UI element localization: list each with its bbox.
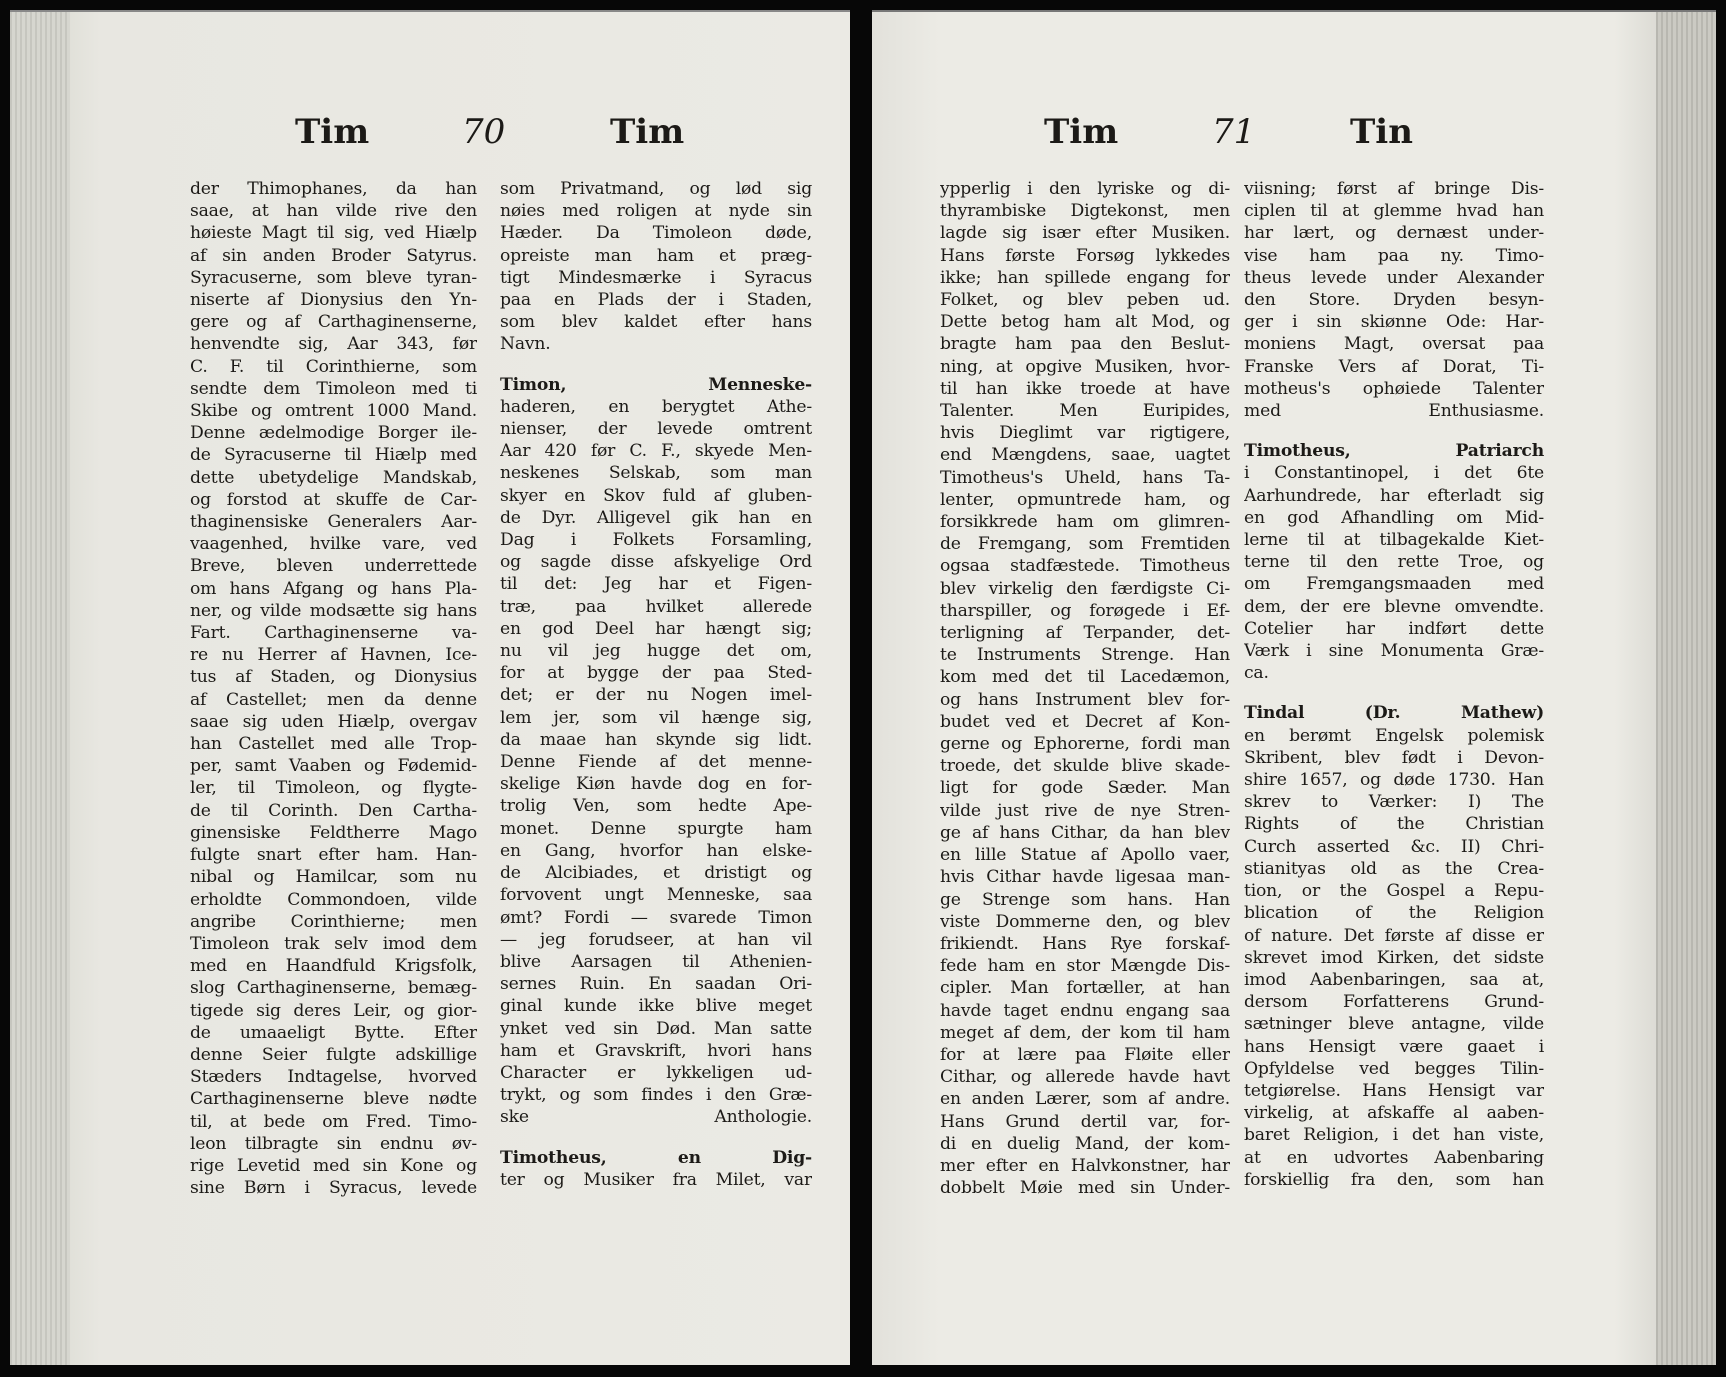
text-line: træ, paa hvilket allerede	[500, 596, 812, 617]
page-edge	[1656, 12, 1716, 1365]
page-number: 70	[462, 112, 506, 152]
text-line: slog Carthaginenserne, bemæg-	[190, 978, 477, 999]
text-line: blive Aarsagen til Athenien-	[500, 951, 812, 972]
text-line: ciplen til at glemme hvad han	[1244, 201, 1544, 222]
text-line: ømt? Fordi — svarede Timon	[500, 907, 812, 928]
text-column-right	[500, 178, 812, 1191]
text-line: opreiste man ham et præg-	[500, 245, 812, 266]
text-line: om hans Afgang og hans Pla-	[190, 578, 477, 599]
text-line: høieste Magt til sig, ved Hiælp	[190, 223, 477, 244]
text-line: nibal og Hamilcar, som nu	[190, 867, 477, 888]
text-line: en anden Lærer, som af andre.	[940, 1089, 1230, 1110]
text-line: Talenter. Men Euripides,	[940, 401, 1230, 422]
text-line: Timoleon trak selv imod dem	[190, 933, 477, 954]
text-line: dobbelt Møie med sin Under-	[940, 1178, 1230, 1199]
text-line: hans Hensigt være gaaet i	[1244, 1036, 1544, 1057]
text-line: forskiellig fra den, som han	[1244, 1169, 1544, 1190]
text-line: theus levede under Alexander	[1244, 267, 1544, 288]
text-line: lem jer, som vil hænge sig,	[500, 707, 812, 728]
paragraph-gap	[1244, 422, 1544, 440]
text-line: ynket ved sin Død. Man satte	[500, 1018, 812, 1039]
text-line: ter og Musiker fra Milet, var	[500, 1169, 812, 1190]
text-line: Denne ædelmodige Borger ile-	[190, 423, 477, 444]
text-line: af sin anden Broder Satyrus.	[190, 245, 477, 266]
text-line: blication of the Religion	[1244, 903, 1544, 924]
text-line: trykt, og som findes i den Græ-	[500, 1085, 812, 1106]
text-line: sendte dem Timoleon med ti	[190, 378, 477, 399]
text-line: nienser, der levede omtrent	[500, 419, 812, 440]
text-line: re nu Herrer af Havnen, Ice-	[190, 645, 477, 666]
text-line: leon tilbragte sin endnu øv-	[190, 1133, 477, 1154]
text-line: tharspiller, og forøgede i Ef-	[940, 600, 1230, 621]
text-line: hvis Cithar havde ligesaa man-	[940, 867, 1230, 888]
text-line: shire 1657, og døde 1730. Han	[1244, 770, 1544, 791]
text-line: ogsaa stadfæstede. Timotheus	[940, 556, 1230, 577]
text-line: der Thimophanes, da han	[190, 179, 477, 199]
text-line: med en Haandfuld Krigsfolk,	[190, 956, 477, 977]
text-column-left	[940, 178, 1230, 1199]
text-line: sætninger bleve antagne, vilde	[1244, 1014, 1544, 1035]
text-line: ger i sin skiønne Ode: Har-	[1244, 312, 1544, 333]
text-line: niserte af Dionysius den Yn-	[190, 290, 477, 311]
text-line: skyer en Skov fuld af gluben-	[500, 485, 812, 506]
header-catchword-right: Tim	[610, 112, 685, 152]
text-line: Tindal (Dr. Mathew)	[1244, 703, 1544, 724]
text-line: angribe Corinthierne; men	[190, 911, 477, 932]
text-column-right	[1244, 178, 1544, 1191]
text-line: nu vil jeg hugge det om,	[500, 641, 812, 662]
text-line: og sagde disse afskyelige Ord	[500, 552, 812, 573]
text-line: en god Afhandling om Mid-	[1244, 507, 1544, 528]
text-line: dersom Forfatterens Grund-	[1244, 992, 1544, 1013]
text-line: C. F. til Corinthierne, som	[190, 356, 477, 377]
text-line: blev virkelig den færdigste Ci-	[940, 578, 1230, 599]
text-line: per, samt Vaaben og Fødemid-	[190, 756, 477, 777]
text-line: ca.	[1244, 663, 1269, 684]
header-catchword-left: Tim	[295, 112, 370, 152]
text-line: en god Deel har hængt sig;	[500, 618, 812, 639]
text-line: Folket, og blev peben ud.	[940, 290, 1230, 311]
text-line: denne Seier fulgte adskillige	[190, 1044, 477, 1065]
text-line: Skribent, blev født i Devon-	[1244, 747, 1544, 768]
text-line: fulgte snart efter ham. Han-	[190, 845, 477, 866]
text-line: trolig Ven, som hedte Ape-	[500, 796, 812, 817]
text-line: vaagenhed, hvilke vare, ved	[190, 534, 477, 555]
text-line: ginensiske Feldtherre Mago	[190, 822, 477, 843]
text-line: ler, til Timoleon, og flygte-	[190, 778, 477, 799]
text-line: Værk i sine Monumenta Græ-	[1244, 641, 1544, 662]
text-line: og forstod at skuffe de Car-	[190, 489, 477, 510]
text-line: de Syracuserne til Hiælp med	[190, 445, 477, 466]
text-line: Aar 420 før C. F., skyede Men-	[500, 441, 812, 462]
text-line: vise ham paa ny. Timo-	[1244, 245, 1544, 266]
text-line: med Enthusiasme.	[1244, 401, 1544, 422]
text-line: forvovent ungt Menneske, saa	[500, 885, 812, 906]
text-line: te Instruments Strenge. Han	[940, 645, 1230, 666]
text-line: Dette betog ham alt Mod, og	[940, 312, 1230, 333]
text-line: thaginensiske Generalers Aar-	[190, 512, 477, 533]
text-line: imod Aabenbaringen, saa at,	[1244, 969, 1544, 990]
text-line: terne til den rette Troe, og	[1244, 552, 1544, 573]
text-line: cipler. Man fortæller, at han	[940, 978, 1230, 999]
text-line: til han ikke troede at have	[940, 378, 1230, 399]
text-line: lenter, opmuntrede ham, og	[940, 489, 1230, 510]
text-line: sine Børn i Syracus, levede	[190, 1178, 477, 1199]
text-line: Timotheus, Patriarch	[1244, 441, 1544, 462]
page-edge	[10, 12, 70, 1365]
text-line: monet. Denne spurgte ham	[500, 818, 812, 839]
text-line: Hans Grund dertil var, for-	[940, 1111, 1230, 1132]
text-line: Aarhundrede, har efterladt sig	[1244, 485, 1544, 506]
text-line: Fart. Carthaginenserne va-	[190, 623, 477, 644]
paragraph-gap	[500, 1129, 812, 1147]
text-line: tetgiørelse. Hans Hensigt var	[1244, 1080, 1544, 1101]
text-line: ge Strenge som hans. Han	[940, 889, 1230, 910]
text-line: viste Dommerne den, og blev	[940, 911, 1230, 932]
text-line: ner, og vilde modsætte sig hans	[190, 600, 477, 621]
text-line: ske Anthologie.	[500, 1107, 812, 1128]
text-line: tigt Mindesmærke i Syracus	[500, 267, 812, 288]
text-line: forsikkrede ham om glimren-	[940, 512, 1230, 533]
text-line: stianityas old as the Crea-	[1244, 858, 1544, 879]
text-line: Denne Fiende af det menne-	[500, 752, 812, 773]
text-line: Curch asserted &c. II) Chri-	[1244, 836, 1544, 857]
text-line: havde taget endnu engang saa	[940, 1000, 1230, 1021]
text-line: end Mængdens, saae, uagtet	[940, 445, 1230, 466]
text-line: for at bygge der paa Sted-	[500, 663, 812, 684]
text-line: har lært, og dernæst under-	[1244, 223, 1544, 244]
text-line: gere og af Carthaginenserne,	[190, 312, 477, 333]
text-line: i Constantinopel, i det 6te	[1244, 463, 1544, 484]
text-line: erholdte Commondoen, vilde	[190, 889, 477, 910]
text-line: at en udvortes Aabenbaring	[1244, 1147, 1544, 1168]
text-line: dette ubetydelige Mandskab,	[190, 467, 477, 488]
text-line: viisning; først af bringe Dis-	[1244, 179, 1544, 199]
text-line: Skibe og omtrent 1000 Mand.	[190, 401, 477, 422]
text-line: gerne og Ephorerne, fordi man	[940, 734, 1230, 755]
text-line: mer efter en Halvkonstner, har	[940, 1155, 1230, 1176]
text-line: de til Corinth. Den Cartha-	[190, 800, 477, 821]
text-line: meget af dem, der kom til ham	[940, 1022, 1230, 1043]
text-line: neskenes Selskab, som man	[500, 463, 812, 484]
text-line: bragte ham paa den Beslut-	[940, 334, 1230, 355]
text-line: da maae han skynde sig lidt.	[500, 729, 812, 750]
text-line: Timotheus, en Dig-	[500, 1147, 812, 1168]
text-column-left	[190, 178, 477, 1199]
page-number: 71	[1212, 112, 1256, 152]
text-line: of nature. Det første af disse er	[1244, 925, 1544, 946]
text-line: de umaaeligt Bytte. Efter	[190, 1022, 477, 1043]
header-catchword-right: Tin	[1350, 112, 1413, 152]
text-line: ham et Gravskrift, hvori hans	[500, 1040, 812, 1061]
text-line: baret Religion, i det han viste,	[1244, 1125, 1544, 1146]
text-line: thyrambiske Digtekonst, men	[940, 201, 1230, 222]
text-line: terligning af Terpander, det-	[940, 623, 1230, 644]
text-line: motheus's ophøiede Talenter	[1244, 378, 1544, 399]
text-line: Navn.	[500, 334, 551, 355]
text-line: en Gang, hvorfor han elske-	[500, 840, 812, 861]
running-header	[872, 112, 1716, 162]
text-line: Opfyldelse ved begges Tilin-	[1244, 1058, 1544, 1079]
text-line: de Dyr. Alligevel gik han en	[500, 507, 812, 528]
text-line: budet ved et Decret af Kon-	[940, 711, 1230, 732]
text-line: nøies med roligen at nyde sin	[500, 201, 812, 222]
text-line: Carthaginenserne bleve nødte	[190, 1089, 477, 1110]
text-line: lagde sig især efter Musiken.	[940, 223, 1230, 244]
header-catchword-left: Tim	[1044, 112, 1119, 152]
running-header	[10, 112, 850, 162]
text-line: de Alcibiades, et dristigt og	[500, 863, 812, 884]
text-line: en lille Statue af Apollo vaer,	[940, 845, 1230, 866]
text-line: Breve, bleven underrettede	[190, 556, 477, 577]
text-line: rige Levetid med sin Kone og	[190, 1155, 477, 1176]
text-line: lerne til at tilbagekalde Kiet-	[1244, 530, 1544, 551]
text-line: Franske Vers af Dorat, Ti-	[1244, 356, 1544, 377]
text-line: Syracuserne, som bleve tyran-	[190, 267, 477, 288]
text-line: kom med det til Lacedæmon,	[940, 667, 1230, 688]
text-line: vilde just rive de nye Stren-	[940, 800, 1230, 821]
text-line: som Privatmand, og lød sig	[500, 179, 812, 199]
text-line: Timotheus's Uheld, hans Ta-	[940, 467, 1230, 488]
text-line: den Store. Dryden besyn-	[1244, 290, 1544, 311]
text-line: tion, or the Gospel a Repu-	[1244, 881, 1544, 902]
text-line: tigede sig deres Leir, og gior-	[190, 1000, 477, 1021]
text-line: Cotelier har indført dette	[1244, 618, 1544, 639]
text-line: ikke; han spillede engang for	[940, 267, 1230, 288]
text-line: ning, at opgive Musiken, hvor-	[940, 356, 1230, 377]
text-line: Character er lykkeligen ud-	[500, 1062, 812, 1083]
left-page	[10, 10, 850, 1365]
text-line: tus af Staden, og Dionysius	[190, 667, 477, 688]
text-line: som blev kaldet efter hans	[500, 312, 812, 333]
text-line: de Fremgang, som Fremtiden	[940, 534, 1230, 555]
text-line: fede ham en stor Mængde Dis-	[940, 956, 1230, 977]
text-line: di en duelig Mand, der kom-	[940, 1133, 1230, 1154]
text-line: sernes Ruin. En saadan Ori-	[500, 974, 812, 995]
text-line: saae, at han vilde rive den	[190, 201, 477, 222]
text-line: moniens Magt, oversat paa	[1244, 334, 1544, 355]
text-line: ge af hans Cithar, da han blev	[940, 822, 1230, 843]
text-line: henvendte sig, Aar 343, før	[190, 334, 477, 355]
text-line: Stæders Indtagelse, hvorved	[190, 1067, 477, 1088]
text-line: virkelig, at afskaffe al aaben-	[1244, 1103, 1544, 1124]
text-line: ligt for gode Sæder. Man	[940, 778, 1230, 799]
text-line: Dag i Folkets Forsamling,	[500, 530, 812, 551]
right-page	[872, 10, 1716, 1365]
text-line: Hans første Forsøg lykkedes	[940, 245, 1230, 266]
text-line: for at lære paa Fløite eller	[940, 1044, 1230, 1065]
paragraph-gap	[500, 356, 812, 374]
text-line: hvis Dieglimt var rigtigere,	[940, 423, 1230, 444]
text-line: ginal kunde ikke blive meget	[500, 996, 812, 1017]
text-line: troede, det skulde blive skade-	[940, 756, 1230, 777]
text-line: om Fremgangsmaaden med	[1244, 574, 1544, 595]
text-line: haderen, en berygtet Athe-	[500, 396, 812, 417]
text-line: Hæder. Da Timoleon døde,	[500, 223, 812, 244]
text-line: paa en Plads der i Staden,	[500, 290, 812, 311]
text-line: saae sig uden Hiælp, overgav	[190, 711, 477, 732]
text-line: skrev to Værker: I) The	[1244, 792, 1544, 813]
text-line: det; er der nu Nogen imel-	[500, 685, 812, 706]
text-line: Cithar, og allerede havde havt	[940, 1067, 1230, 1088]
text-line: en berømt Engelsk polemisk	[1244, 725, 1544, 746]
paragraph-gap	[1244, 684, 1544, 702]
text-line: til, at bede om Fred. Timo-	[190, 1111, 477, 1132]
text-line: Timon, Menneske-	[500, 374, 812, 395]
text-line: ypperlig i den lyriske og di-	[940, 179, 1230, 199]
text-line: skelige Kiøn havde dog en for-	[500, 774, 812, 795]
text-line: dem, der ere blevne omvendte.	[1244, 596, 1544, 617]
text-line: af Castellet; men da denne	[190, 689, 477, 710]
text-line: frikiendt. Hans Rye forskaf-	[940, 933, 1230, 954]
text-line: skrevet imod Kirken, det sidste	[1244, 947, 1544, 968]
text-line: — jeg forudseer, at han vil	[500, 929, 812, 950]
text-line: Rights of the Christian	[1244, 814, 1544, 835]
text-line: og hans Instrument blev for-	[940, 689, 1230, 710]
text-line: han Castellet med alle Trop-	[190, 734, 477, 755]
text-line: til det: Jeg har et Figen-	[500, 574, 812, 595]
